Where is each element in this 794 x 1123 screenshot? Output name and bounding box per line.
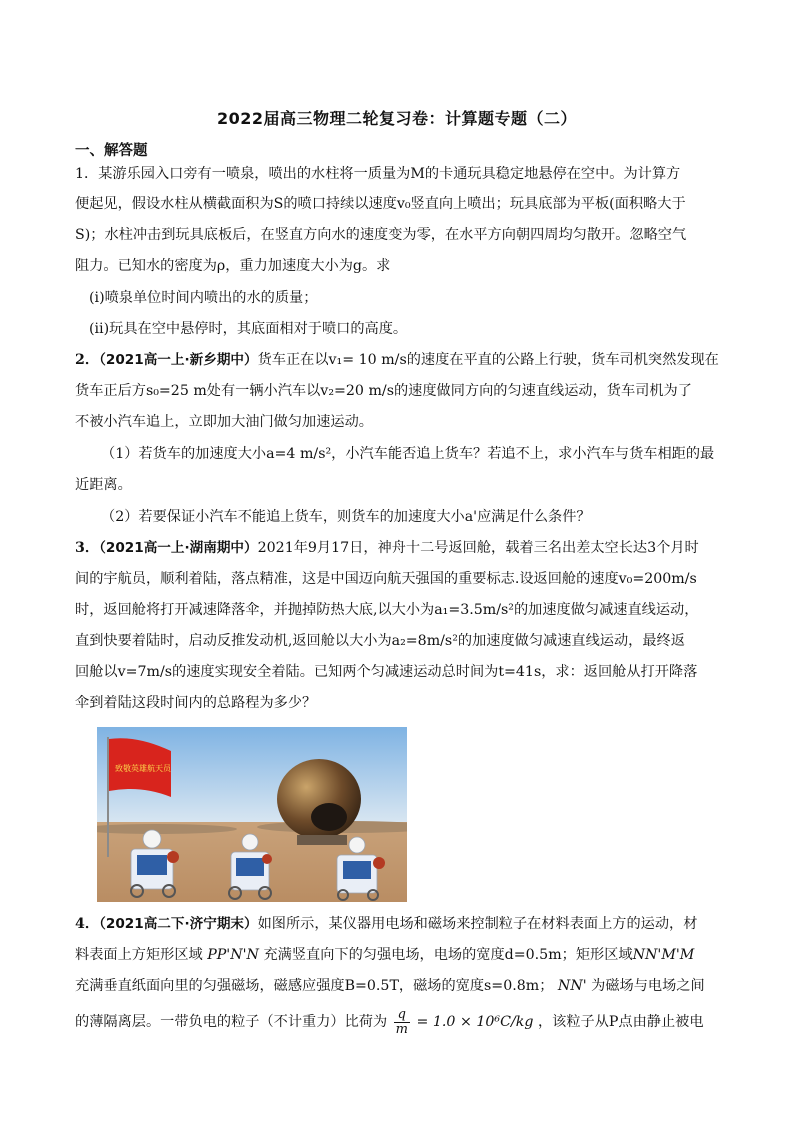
page-title: 2022届高三物理二轮复习卷：计算题专题（二） <box>216 109 578 128</box>
region-nn-m-m: NN'M'M <box>632 947 695 963</box>
q2-sub-2: （2）若要保证小汽车不能追上货车，则货车的加速度大小a'应满足什么条件？ <box>101 509 591 525</box>
q1-line-4: 阻力。已知水的密度为ρ，重力加速度大小为g。求 <box>75 258 391 274</box>
flag-text: 致敬英雄航天员 <box>115 764 171 773</box>
q3-line-5: 回舱以v=7m/s的速度实现安全着陆。已知两个匀减速运动总时间为t=41s，求：返回舱从打开降落 <box>75 664 698 680</box>
q3-source: （2021高一上·湖南期中） <box>99 540 258 556</box>
landing-photo <box>97 727 407 902</box>
q2-sub-1a: （1）若货车的加速度大小a=4 m/s²，小汽车能否追上货车？若追不上，求小汽车与货车相距的最 <box>101 446 715 462</box>
q4-line-3: 充满垂直纸面向里的匀强磁场，磁感应强度B=0.5T，磁场的宽度s=0.8m； NN' 为磁场与电场之间 <box>75 978 705 994</box>
q3-number: 3． <box>75 540 100 556</box>
q2-line-3: 不被小汽车追上，立即加大油门做匀加速运动。 <box>75 414 373 430</box>
q1-sub-2: (ⅱ)玩具在空中悬停时，其底面相对于喷口的高度。 <box>89 321 408 337</box>
q4-source: （2021高二下·济宁期末） <box>99 916 258 932</box>
q2-sub-1b: 近距离。 <box>75 477 132 493</box>
layer-nn: NN' <box>557 978 587 994</box>
q4-line-1: 4．（2021高二下·济宁期末）如图所示，某仪器用电场和磁场来控制粒子在材料表面上方的运动，材 <box>75 916 698 932</box>
q3-line-3: 时，返回舱将打开减速降落伞，并抛掉防热大底,以大小为a₁=3.5m/s²的加速度做匀减速直线运动， <box>75 602 699 618</box>
q1-sub-1: (ⅰ)喷泉单位时间内喷出的水的质量； <box>89 290 318 306</box>
section-heading: 一、解答题 <box>75 143 148 159</box>
charge-mass-ratio: $\frac{q}{m}$ <box>395 1006 408 1037</box>
q2-line-1: 2．（2021高一上·新乡期中）货车正在以v₁= 10 m/s的速度在平直的公路上行驶，货车司机突然发现在 <box>75 352 719 368</box>
q1-line-3: S)；水柱冲击到玩具底板后，在竖直方向水的速度变为零，在水平方向朝四周均匀散开。忽略空气 <box>75 227 687 243</box>
q3-line-6: 伞到着陆这段时间内的总路程为多少？ <box>75 695 317 711</box>
q1-number: 1． <box>75 166 99 182</box>
region-pp-n-n: PP'N'N <box>207 947 259 963</box>
q1-line-2: 便起见，假设水柱从横截面积为S的喷口持续以速度v₀竖直向上喷出；玩具底部为平板(面积略大于 <box>75 196 686 212</box>
q4-line-2: 料表面上方矩形区域 PP'N'N 充满竖直向下的匀强电场，电场的宽度d=0.5m；矩形区域NN'M'M <box>75 947 695 963</box>
q4-number: 4． <box>75 916 100 932</box>
q3-line-4: 直到快要着陆时，启动反推发动机,返回舱以大小为a₂=8m/s²的加速度做匀减速直线运动，最终返 <box>75 633 685 649</box>
q2-number: 2． <box>75 352 100 368</box>
q3-line-2: 间的宇航员，顺利着陆，落点精准，这是中国迈向航天强国的重要标志.设返回舱的速度v₀=200m/s <box>75 571 697 587</box>
q4-line-4: 的薄隔离层。一带负电的粒子（不计重力）比荷为 $\frac{q}{m}$ = 1.0 × 10⁶C/kg ，该粒子从P点由静止被电 <box>75 1006 704 1037</box>
q1-line-1: 1．某游乐园入口旁有一喷泉，喷出的水柱将一质量为M的卡通玩具稳定地悬停在空中。为计算方 <box>75 166 681 182</box>
q2-source: （2021高一上·新乡期中） <box>99 352 258 368</box>
q2-line-2: 货车正后方s₀=25 m处有一辆小汽车以v₂=20 m/s的速度做同方向的匀速直线运动，货车司机为了 <box>75 383 692 399</box>
q3-line-1: 3．（2021高一上·湖南期中）2021年9月17日，神舟十二号返回舱，载着三名出差太空长达3个月时 <box>75 540 699 556</box>
